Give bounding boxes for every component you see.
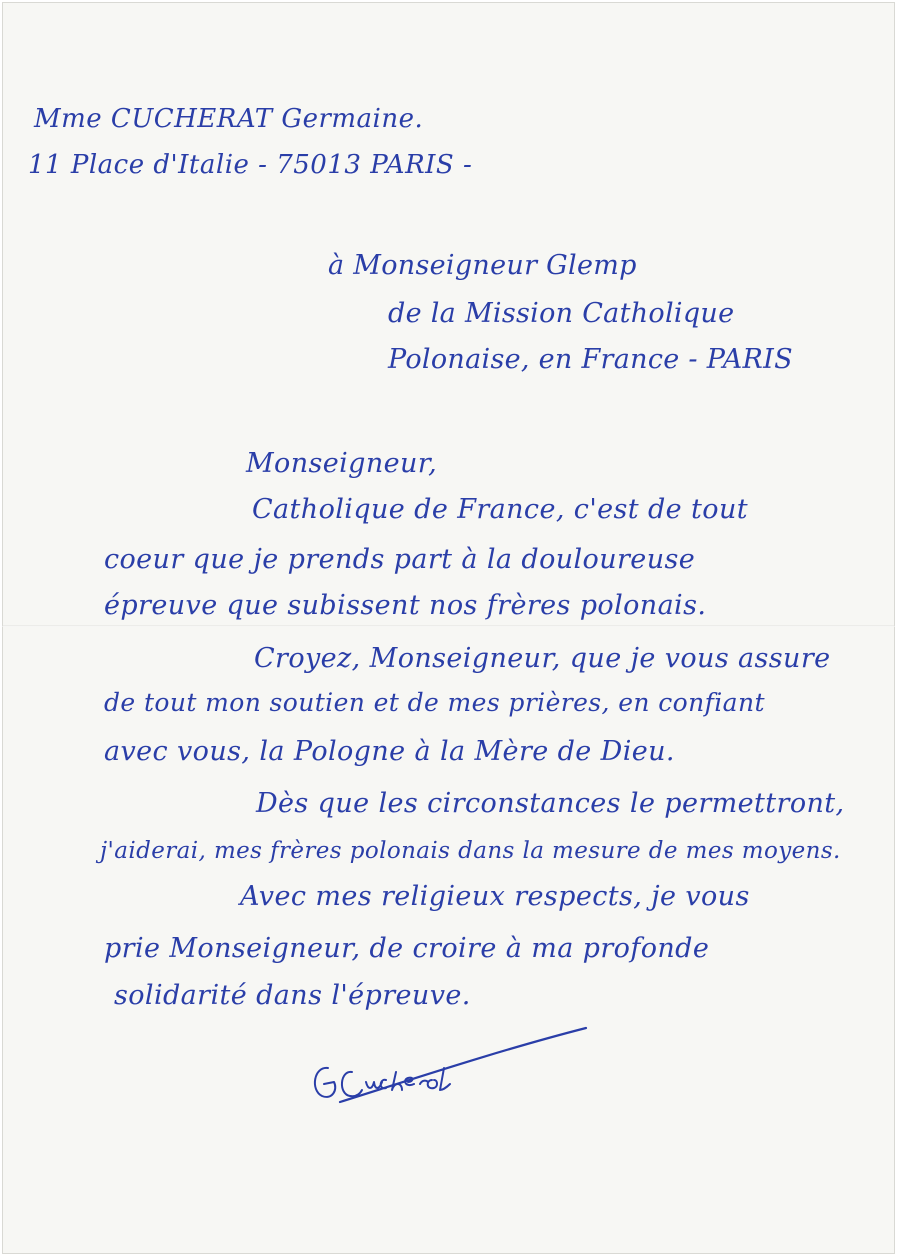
body-line: Dès que les circonstances le permettront, [256,788,845,819]
paper-fold-line [2,625,895,627]
body-line: prie Monseigneur, de croire à ma profonde [104,933,710,964]
sender-address: 11 Place d'Italie - 75013 PARIS - [28,150,473,180]
sender-name: Mme CUCHERAT Germaine. [34,104,424,134]
handwritten-signature [300,1010,600,1110]
body-line: coeur que je prends part à la douloureuse [104,544,696,575]
body-line: Croyez, Monseigneur, que je vous assure [254,643,831,674]
salutation: Monseigneur, [246,448,438,479]
body-line: épreuve que subissent nos frères polonais. [104,590,707,621]
body-line: de tout mon soutien et de mes prières, en confiant [104,688,765,717]
body-line: j'aiderai, mes frères polonais dans la mesure de mes moyens. [100,838,841,864]
recipient-line-1: à Monseigneur Glemp [328,250,637,281]
recipient-line-2: de la Mission Catholique [388,298,735,329]
body-line: Avec mes religieux respects, je vous [240,881,750,912]
recipient-line-3: Polonaise, en France - PARIS [388,344,793,375]
body-line: solidarité dans l'épreuve. [114,980,471,1011]
body-line: avec vous, la Pologne à la Mère de Dieu. [104,736,675,767]
body-line: Catholique de France, c'est de tout [252,494,748,525]
